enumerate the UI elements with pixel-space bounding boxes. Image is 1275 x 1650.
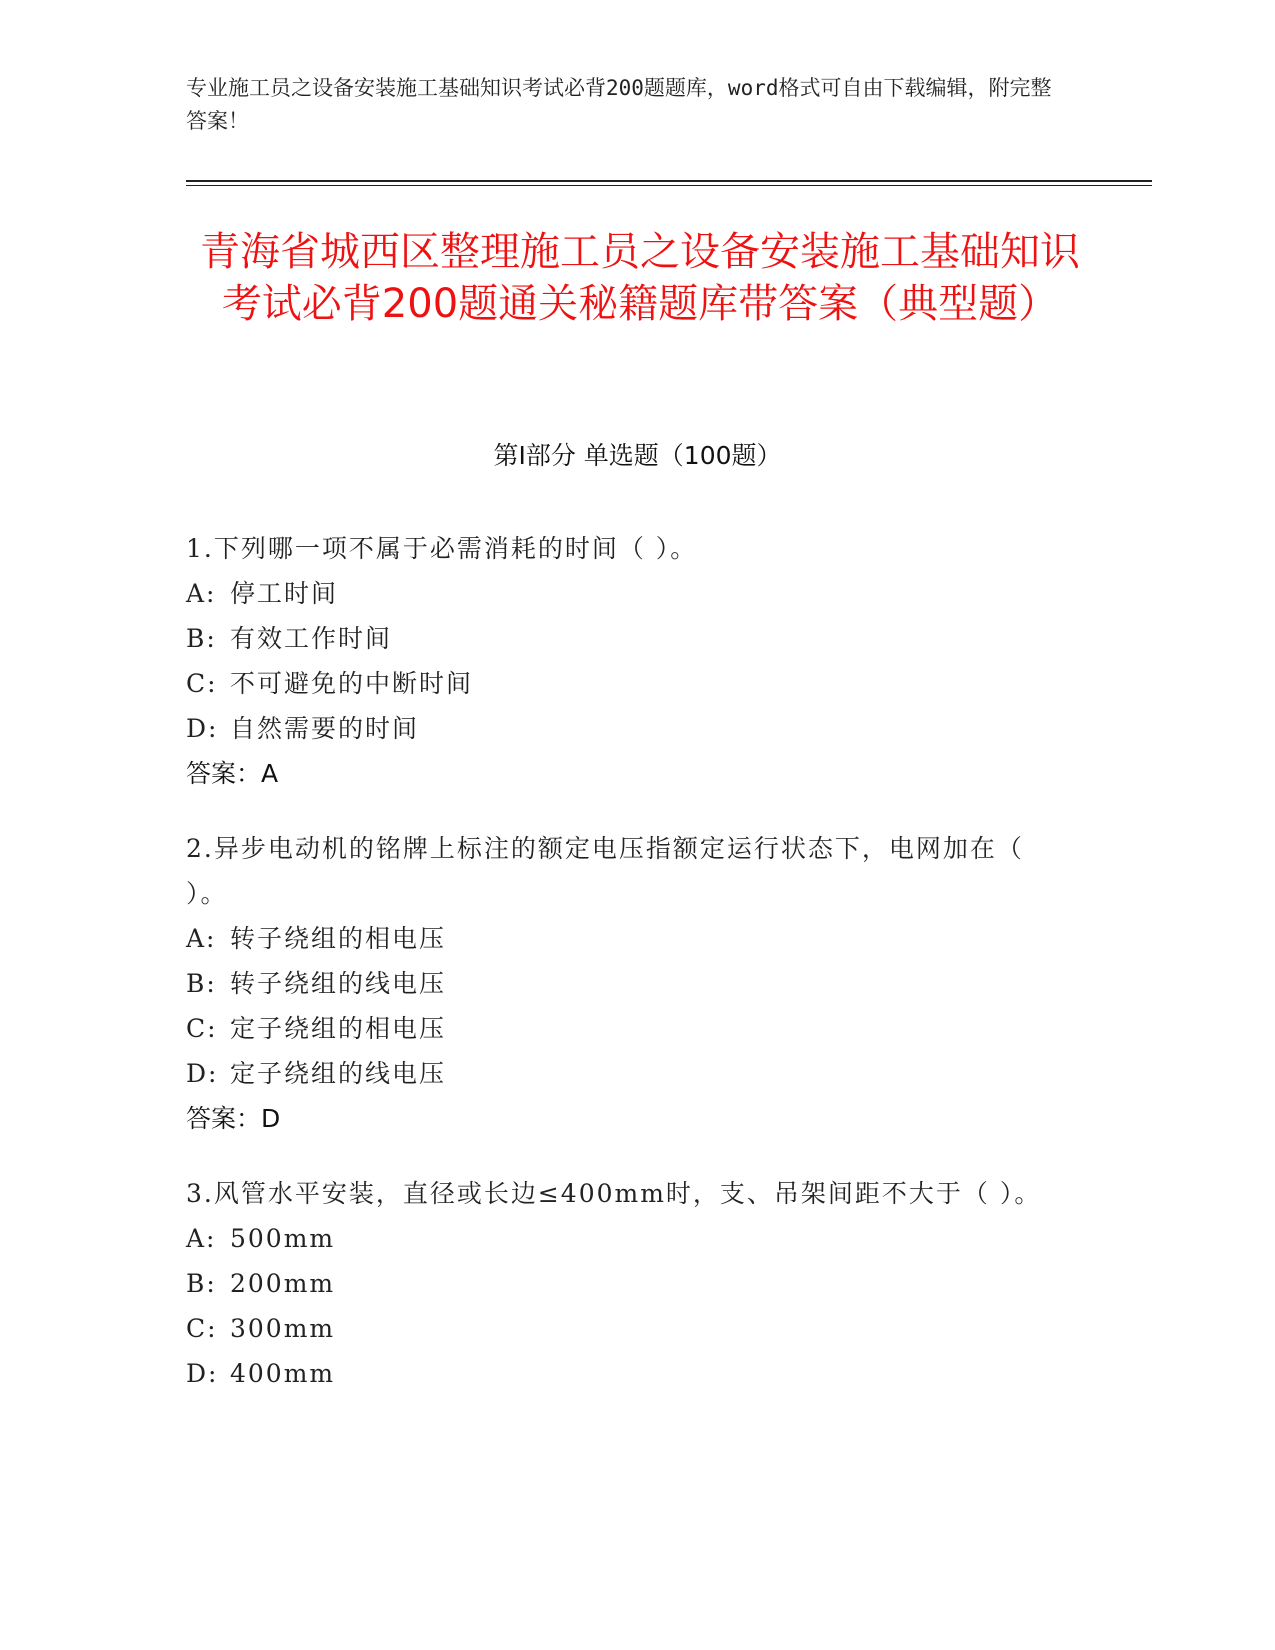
option-letter: C: [186,669,218,698]
option-text: 定子绕组的相电压 [230,1014,447,1043]
option-text: 转子绕组的线电压 [230,969,447,998]
option-letter: B: [186,624,217,653]
option-text: 停工时间 [230,579,339,608]
question-stem: 2.异步电动机的铭牌上标注的额定电压指额定运行状态下，电网加在（ ）。 [186,834,1024,908]
option-letter: A: [186,1224,217,1253]
option-text: 200mm [230,1269,336,1298]
document-title: 青海省城西区整理施工员之设备安装施工基础知识考试必背200题通关秘籍题库带答案（典型题） [200,229,1080,327]
option-b [186,1261,1066,1306]
option-c [186,1306,1066,1351]
option-letter: B: [186,1269,217,1298]
option-a [186,1216,1066,1261]
question-1 [186,526,1066,796]
question-stem: 1.下列哪一项不属于必需消耗的时间（ ）。 [186,534,698,563]
option-d [186,1051,1066,1096]
option-c [186,661,1066,706]
option-text: 400mm [230,1359,336,1388]
option-a [186,916,1066,961]
question-list [186,526,1066,1426]
option-text: 自然需要的时间 [230,714,420,743]
option-text: 有效工作时间 [230,624,393,653]
question-3 [186,1171,1066,1396]
answer-line: 答案：A [186,759,279,788]
question-2 [186,826,1066,1141]
option-letter: B: [186,969,217,998]
option-letter: A: [186,579,217,608]
option-letter: A: [186,924,217,953]
option-b [186,616,1066,661]
option-b [186,961,1066,1006]
option-letter: C: [186,1014,218,1043]
option-text: 不可避免的中断时间 [230,669,474,698]
option-letter: D: [186,1059,219,1088]
header-rule-thin [186,185,1152,186]
section-heading: 第I部分 单选题（100题） [493,441,782,470]
option-text: 转子绕组的相电压 [230,924,447,953]
option-a [186,571,1066,616]
option-text: 500mm [230,1224,336,1253]
header-note: 专业施工员之设备安装施工基础知识考试必背200题题库，word格式可自由下载编辑，附完整答案！ [186,76,1052,133]
option-c [186,1006,1066,1051]
question-stem: 3.风管水平安装，直径或长边≤400mm时，支、吊架间距不大于（ ）。 [186,1179,1042,1208]
option-letter: D: [186,714,219,743]
option-text: 定子绕组的线电压 [230,1059,447,1088]
header-rule-thick [186,180,1152,182]
option-letter: D: [186,1359,219,1388]
option-d [186,1351,1066,1396]
answer-line: 答案：D [186,1104,281,1133]
option-text: 300mm [230,1314,336,1343]
option-d [186,706,1066,751]
option-letter: C: [186,1314,218,1343]
